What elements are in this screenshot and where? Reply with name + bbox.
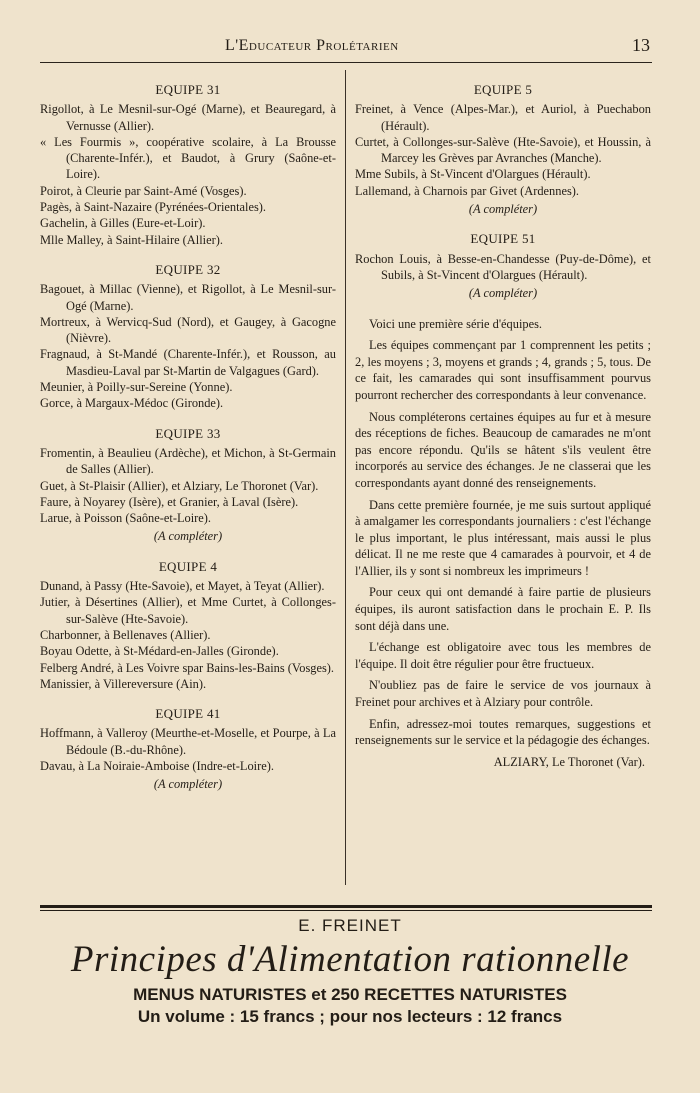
equipe-section xyxy=(40,82,336,248)
equipe-title: EQUIPE 32 xyxy=(155,261,221,277)
advert-subtitle: MENUS NATURISTES et 250 RECETTES NATURISTES xyxy=(133,985,567,1004)
equipe-entry: Meunier, à Poilly-sur-Sereine (Yonne). xyxy=(40,380,233,395)
equipe-entry: Davau, à La Noiraie-Amboise (Indre-et-Loire). xyxy=(40,758,274,773)
complete-note: (A compléter) xyxy=(468,202,538,217)
equipe-section xyxy=(355,231,651,301)
equipe-entry: Rigollot, à Le Mesnil-sur-Ogé (Marne), et Beauregard, à Vernusse (Allier). xyxy=(40,102,336,133)
equipe-entry: Hoffmann, à Valleroy (Meurthe-et-Moselle, et Pourpe, à La Bédoule (B.-du-Rhône). xyxy=(40,726,336,757)
page-number: 13 xyxy=(632,35,650,55)
equipe-entry: Guet, à St-Plaisir (Allier), et Alziary, Le Thoronet (Var). xyxy=(40,478,319,493)
body-paragraph: Nous compléterons certaines équipes au fur et à mesure des réceptions de fiches. Beaucoup de camarades ne m'ont pas encore répondu. Qu'ils se hâtent s'ils veulent être incorporés au service des échanges. Je ne classerai que les correspondants ayant donné des renseignements. xyxy=(355,409,651,490)
equipe-entry: Faure, à Noyarey (Isère), et Granier, à Laval (Isère). xyxy=(40,494,299,509)
equipe-title: EQUIPE 5 xyxy=(473,82,533,97)
body-paragraph: Les équipes commençant par 1 comprennent les petits ; 2, les moyens ; 3, moyens et grands ; 4, grands ; 5, tous. De ce fait, les camarades qui sont insuffisamment pourvus pourront rechercher des correspondants à leur convenance. xyxy=(355,338,651,402)
right-column xyxy=(355,82,651,770)
equipe-entry: Bagouet, à Millac (Vienne), et Rigollot, à Le Mesnil-sur-Ogé (Marne). xyxy=(40,282,336,313)
advert-rule xyxy=(40,905,652,908)
equipe-section xyxy=(40,426,336,545)
body-paragraph: Pour ceux qui ont demandé à faire partie de plusieurs équipes, ils auront satisfaction dans le prochain E. P. Ils sont déjà dans une. xyxy=(355,585,651,633)
body-paragraph: Dans cette première fournée, je me suis surtout appliqué à amalgamer les correspondants journaliers : c'est l'échange le plus important, le plus intéressant, mais aussi le plus délicat. Il ne me reste que 4 camarades à pourvoir, et 4 de l'Allier, ils y sont si nombreux les imprimeurs ! xyxy=(355,497,651,578)
equipe-section xyxy=(40,706,336,792)
equipe-entry: Freinet, à Vence (Alpes-Mar.), et Auriol, à Puechabon (Hérault). xyxy=(355,102,651,133)
header-rule xyxy=(40,62,652,63)
equipe-entry: Manissier, à Villereversure (Ain). xyxy=(40,676,207,691)
body-paragraph: L'échange est obligatoire avec tous les membres de l'équipe. Il doit être régulier pour être fructueux. xyxy=(355,640,651,671)
equipe-title: EQUIPE 31 xyxy=(155,82,221,97)
advert-rule-thin xyxy=(40,910,652,911)
equipe-entry: Rochon Louis, à Besse-en-Chandesse (Puy-de-Dôme), et Subils, à St-Vincent d'Olargues (Hérault). xyxy=(355,251,651,282)
equipe-entry: Poirot, à Cleurie par Saint-Amé (Vosges). xyxy=(40,183,247,198)
equipe-title: EQUIPE 33 xyxy=(155,425,221,441)
equipe-entry: « Les Fourmis », coopérative scolaire, à La Brousse (Charente-Infér.), et Baudot, à Grury (Saône-et-Loire). xyxy=(40,134,336,182)
right-sections xyxy=(355,82,651,302)
equipe-entry: Lallemand, à Charnois par Givet (Ardennes). xyxy=(355,183,579,198)
column-divider xyxy=(345,70,346,885)
equipe-entry: Charbonner, à Bellenaves (Allier). xyxy=(40,627,211,642)
signature: ALZIARY, Le Thoronet (Var). xyxy=(493,754,645,769)
complete-note: (A compléter) xyxy=(153,777,223,792)
equipe-title: EQUIPE 41 xyxy=(155,706,221,722)
equipe-entry: Mortreux, à Wervicq-Sud (Nord), et Gaugey, à Gacogne (Nièvre). xyxy=(40,314,336,346)
advert-price: Un volume : 15 francs ; pour nos lecteurs : 12 francs xyxy=(137,1007,563,1026)
complete-note: (A compléter) xyxy=(468,286,538,301)
left-column xyxy=(40,82,336,807)
equipe-section xyxy=(355,82,651,217)
complete-note: (A compléter) xyxy=(153,529,223,544)
equipe-entry: Felberg André, à Les Voivre spar Bains-les-Bains (Vosges). xyxy=(40,660,335,675)
equipe-entry: Pagès, à Saint-Nazaire (Pyrénées-Orientales). xyxy=(40,200,267,215)
equipe-title: EQUIPE 51 xyxy=(470,231,536,247)
advert-author: E. FREINET xyxy=(298,916,402,935)
journal-title: L'Educateur Prolétarien xyxy=(225,37,399,54)
equipe-entry: Fromentin, à Beaulieu (Ardèche), et Michon, à St-Germain de Salles (Allier). xyxy=(40,445,336,477)
advert-title: Principes d'Alimentation rationnelle xyxy=(70,939,630,980)
page-header xyxy=(40,32,652,62)
equipe-entry: Jutier, à Désertines (Allier), et Mme Curtet, à Collonges-sur-Salève (Hte-Savoie). xyxy=(40,595,336,626)
equipe-section xyxy=(40,559,336,692)
equipe-entry: Mlle Malley, à Saint-Hilaire (Allier). xyxy=(40,232,223,247)
equipe-entry: Boyau Odette, à St-Médard-en-Jalles (Gironde). xyxy=(40,644,279,659)
equipe-title: EQUIPE 4 xyxy=(158,558,218,574)
equipe-entry: Gachelin, à Gilles (Eure-et-Loir). xyxy=(40,216,206,231)
right-paragraphs xyxy=(355,316,651,749)
body-paragraph: N'oubliez pas de faire le service de vos journaux à Freinet pour archives et à Alziary pour contrôle. xyxy=(355,678,651,710)
equipe-entry: Mme Subils, à St-Vincent d'Olargues (Hérault). xyxy=(355,167,591,182)
equipe-entry: Curtet, à Collonges-sur-Salève (Hte-Savoie), et Houssin, à Marcey les Grèves par Avranches (Manche). xyxy=(355,134,651,166)
body-paragraph: Enfin, adressez-moi toutes remarques, suggestions et renseignements sur le service et la pédagogie des échanges. xyxy=(355,716,651,748)
equipe-section xyxy=(40,262,336,412)
equipe-entry: Fragnaud, à St-Mandé (Charente-Infér.), et Rousson, au Masdieu-Laval par St-Martin de Valgagues (Gard). xyxy=(40,347,336,378)
equipe-entry: Gorce, à Margaux-Médoc (Gironde). xyxy=(40,396,224,411)
equipe-entry: Larue, à Poisson (Saône-et-Loire). xyxy=(40,511,212,526)
body-paragraph: Voici une première série d'équipes. xyxy=(369,316,543,331)
equipe-entry: Dunand, à Passy (Hte-Savoie), et Mayet, à Teyat (Allier). xyxy=(40,579,325,594)
